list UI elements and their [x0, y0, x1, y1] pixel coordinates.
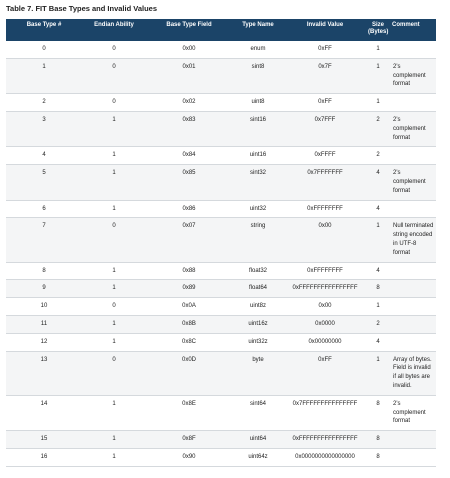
cell-type-name: uint32	[232, 200, 284, 218]
cell-endian-ability: 0	[82, 58, 146, 93]
header-endian-ability: Endian Ability	[82, 19, 146, 41]
cell-base-type-num: 4	[6, 147, 82, 165]
cell-base-type-field: 0x8F	[146, 431, 232, 449]
cell-invalid-value: 0x7FFF	[284, 111, 366, 146]
cell-comment	[390, 333, 436, 351]
cell-endian-ability: 1	[82, 333, 146, 351]
header-base-type-field: Base Type Field	[146, 19, 232, 41]
header-comment: Comment	[390, 19, 436, 41]
cell-comment	[390, 448, 436, 466]
cell-comment: 2's complement format	[390, 58, 436, 93]
cell-size-bytes: 4	[366, 165, 390, 200]
cell-type-name: float64	[232, 280, 284, 298]
cell-size-bytes: 2	[366, 315, 390, 333]
cell-type-name: uint64	[232, 431, 284, 449]
cell-size-bytes: 1	[366, 94, 390, 112]
table-row	[6, 333, 436, 351]
cell-size-bytes: 1	[366, 298, 390, 316]
table-row	[6, 147, 436, 165]
cell-endian-ability: 1	[82, 200, 146, 218]
cell-type-name: uint16	[232, 147, 284, 165]
cell-comment	[390, 94, 436, 112]
cell-endian-ability: 0	[82, 218, 146, 262]
cell-comment: 2's complement format	[390, 111, 436, 146]
header-type-name: Type Name	[232, 19, 284, 41]
table-row	[6, 448, 436, 466]
table-row	[6, 395, 436, 430]
table-row	[6, 94, 436, 112]
table-row	[6, 218, 436, 262]
table-row	[6, 298, 436, 316]
cell-invalid-value: 0x7F	[284, 58, 366, 93]
cell-comment	[390, 147, 436, 165]
cell-comment	[390, 41, 436, 58]
cell-base-type-field: 0x88	[146, 262, 232, 280]
cell-size-bytes: 4	[366, 333, 390, 351]
cell-endian-ability: 0	[82, 298, 146, 316]
cell-comment: 2's complement format	[390, 165, 436, 200]
cell-invalid-value: 0xFF	[284, 94, 366, 112]
cell-endian-ability: 1	[82, 165, 146, 200]
cell-base-type-field: 0x07	[146, 218, 232, 262]
cell-base-type-field: 0x90	[146, 448, 232, 466]
cell-base-type-field: 0x85	[146, 165, 232, 200]
cell-type-name: string	[232, 218, 284, 262]
cell-type-name: uint8z	[232, 298, 284, 316]
table-row	[6, 262, 436, 280]
cell-base-type-field: 0x86	[146, 200, 232, 218]
cell-comment	[390, 431, 436, 449]
cell-base-type-num: 5	[6, 165, 82, 200]
cell-invalid-value: 0xFFFFFFFF	[284, 200, 366, 218]
cell-base-type-num: 7	[6, 218, 82, 262]
table-row	[6, 111, 436, 146]
header-invalid-value: Invalid Value	[284, 19, 366, 41]
cell-endian-ability: 0	[82, 351, 146, 395]
cell-endian-ability: 1	[82, 315, 146, 333]
cell-endian-ability: 1	[82, 280, 146, 298]
cell-size-bytes: 1	[366, 41, 390, 58]
cell-endian-ability: 1	[82, 111, 146, 146]
cell-endian-ability: 0	[82, 41, 146, 58]
cell-base-type-field: 0x89	[146, 280, 232, 298]
cell-invalid-value: 0xFFFFFFFF	[284, 262, 366, 280]
cell-endian-ability: 1	[82, 147, 146, 165]
base-types-table	[6, 19, 436, 467]
cell-base-type-field: 0x8C	[146, 333, 232, 351]
cell-base-type-field: 0x0D	[146, 351, 232, 395]
cell-base-type-num: 13	[6, 351, 82, 395]
cell-base-type-num: 14	[6, 395, 82, 430]
cell-comment	[390, 200, 436, 218]
cell-type-name: float32	[232, 262, 284, 280]
cell-base-type-num: 0	[6, 41, 82, 58]
table-row	[6, 351, 436, 395]
cell-base-type-num: 16	[6, 448, 82, 466]
cell-endian-ability: 0	[82, 94, 146, 112]
header-size-bytes: Size (Bytes)	[366, 19, 390, 41]
cell-type-name: uint16z	[232, 315, 284, 333]
cell-base-type-field: 0x84	[146, 147, 232, 165]
cell-size-bytes: 4	[366, 200, 390, 218]
cell-invalid-value: 0x00000000	[284, 333, 366, 351]
cell-base-type-field: 0x00	[146, 41, 232, 58]
cell-type-name: uint64z	[232, 448, 284, 466]
cell-invalid-value: 0xFFFFFFFFFFFFFFFF	[284, 431, 366, 449]
cell-type-name: byte	[232, 351, 284, 395]
cell-size-bytes: 1	[366, 218, 390, 262]
cell-type-name: sint16	[232, 111, 284, 146]
cell-base-type-field: 0x02	[146, 94, 232, 112]
cell-invalid-value: 0xFFFF	[284, 147, 366, 165]
cell-base-type-num: 11	[6, 315, 82, 333]
cell-endian-ability: 1	[82, 448, 146, 466]
cell-invalid-value: 0xFF	[284, 351, 366, 395]
cell-comment: Null terminated string encoded in UTF-8 format	[390, 218, 436, 262]
cell-base-type-num: 3	[6, 111, 82, 146]
cell-invalid-value: 0x7FFFFFFF	[284, 165, 366, 200]
cell-type-name: enum	[232, 41, 284, 58]
cell-endian-ability: 1	[82, 431, 146, 449]
cell-invalid-value: 0x00	[284, 218, 366, 262]
cell-comment	[390, 280, 436, 298]
cell-type-name: sint32	[232, 165, 284, 200]
cell-type-name: uint32z	[232, 333, 284, 351]
cell-base-type-field: 0x8B	[146, 315, 232, 333]
cell-size-bytes: 2	[366, 147, 390, 165]
cell-base-type-field: 0x01	[146, 58, 232, 93]
cell-base-type-field: 0x8E	[146, 395, 232, 430]
cell-invalid-value: 0xFF	[284, 41, 366, 58]
table-row	[6, 315, 436, 333]
cell-invalid-value: 0x0000	[284, 315, 366, 333]
cell-base-type-num: 12	[6, 333, 82, 351]
cell-invalid-value: 0x7FFFFFFFFFFFFFFF	[284, 395, 366, 430]
table-row	[6, 200, 436, 218]
cell-base-type-field: 0x83	[146, 111, 232, 146]
table-row	[6, 58, 436, 93]
cell-comment	[390, 315, 436, 333]
cell-base-type-num: 10	[6, 298, 82, 316]
cell-endian-ability: 1	[82, 395, 146, 430]
cell-size-bytes: 8	[366, 448, 390, 466]
cell-type-name: sint8	[232, 58, 284, 93]
header-base-type-num: Base Type #	[6, 19, 82, 41]
cell-base-type-num: 8	[6, 262, 82, 280]
header-row	[6, 19, 436, 41]
cell-invalid-value: 0x0000000000000000	[284, 448, 366, 466]
cell-size-bytes: 2	[366, 111, 390, 146]
cell-base-type-num: 1	[6, 58, 82, 93]
cell-size-bytes: 8	[366, 395, 390, 430]
table-row	[6, 431, 436, 449]
cell-size-bytes: 1	[366, 351, 390, 395]
cell-base-type-num: 15	[6, 431, 82, 449]
cell-comment	[390, 262, 436, 280]
cell-base-type-num: 2	[6, 94, 82, 112]
cell-invalid-value: 0xFFFFFFFFFFFFFFFF	[284, 280, 366, 298]
cell-size-bytes: 1	[366, 58, 390, 93]
table-row	[6, 41, 436, 58]
cell-size-bytes: 8	[366, 431, 390, 449]
cell-invalid-value: 0x00	[284, 298, 366, 316]
cell-endian-ability: 1	[82, 262, 146, 280]
cell-size-bytes: 4	[366, 262, 390, 280]
cell-base-type-field: 0x0A	[146, 298, 232, 316]
table-row	[6, 165, 436, 200]
table-caption: Table 7. FIT Base Types and Invalid Values	[6, 4, 158, 13]
cell-base-type-num: 9	[6, 280, 82, 298]
table-row	[6, 280, 436, 298]
cell-base-type-num: 6	[6, 200, 82, 218]
cell-comment: Array of bytes. Field is invalid if all bytes are invalid.	[390, 351, 436, 395]
cell-size-bytes: 8	[366, 280, 390, 298]
cell-comment	[390, 298, 436, 316]
cell-type-name: sint64	[232, 395, 284, 430]
cell-type-name: uint8	[232, 94, 284, 112]
cell-comment: 2's complement format	[390, 395, 436, 430]
